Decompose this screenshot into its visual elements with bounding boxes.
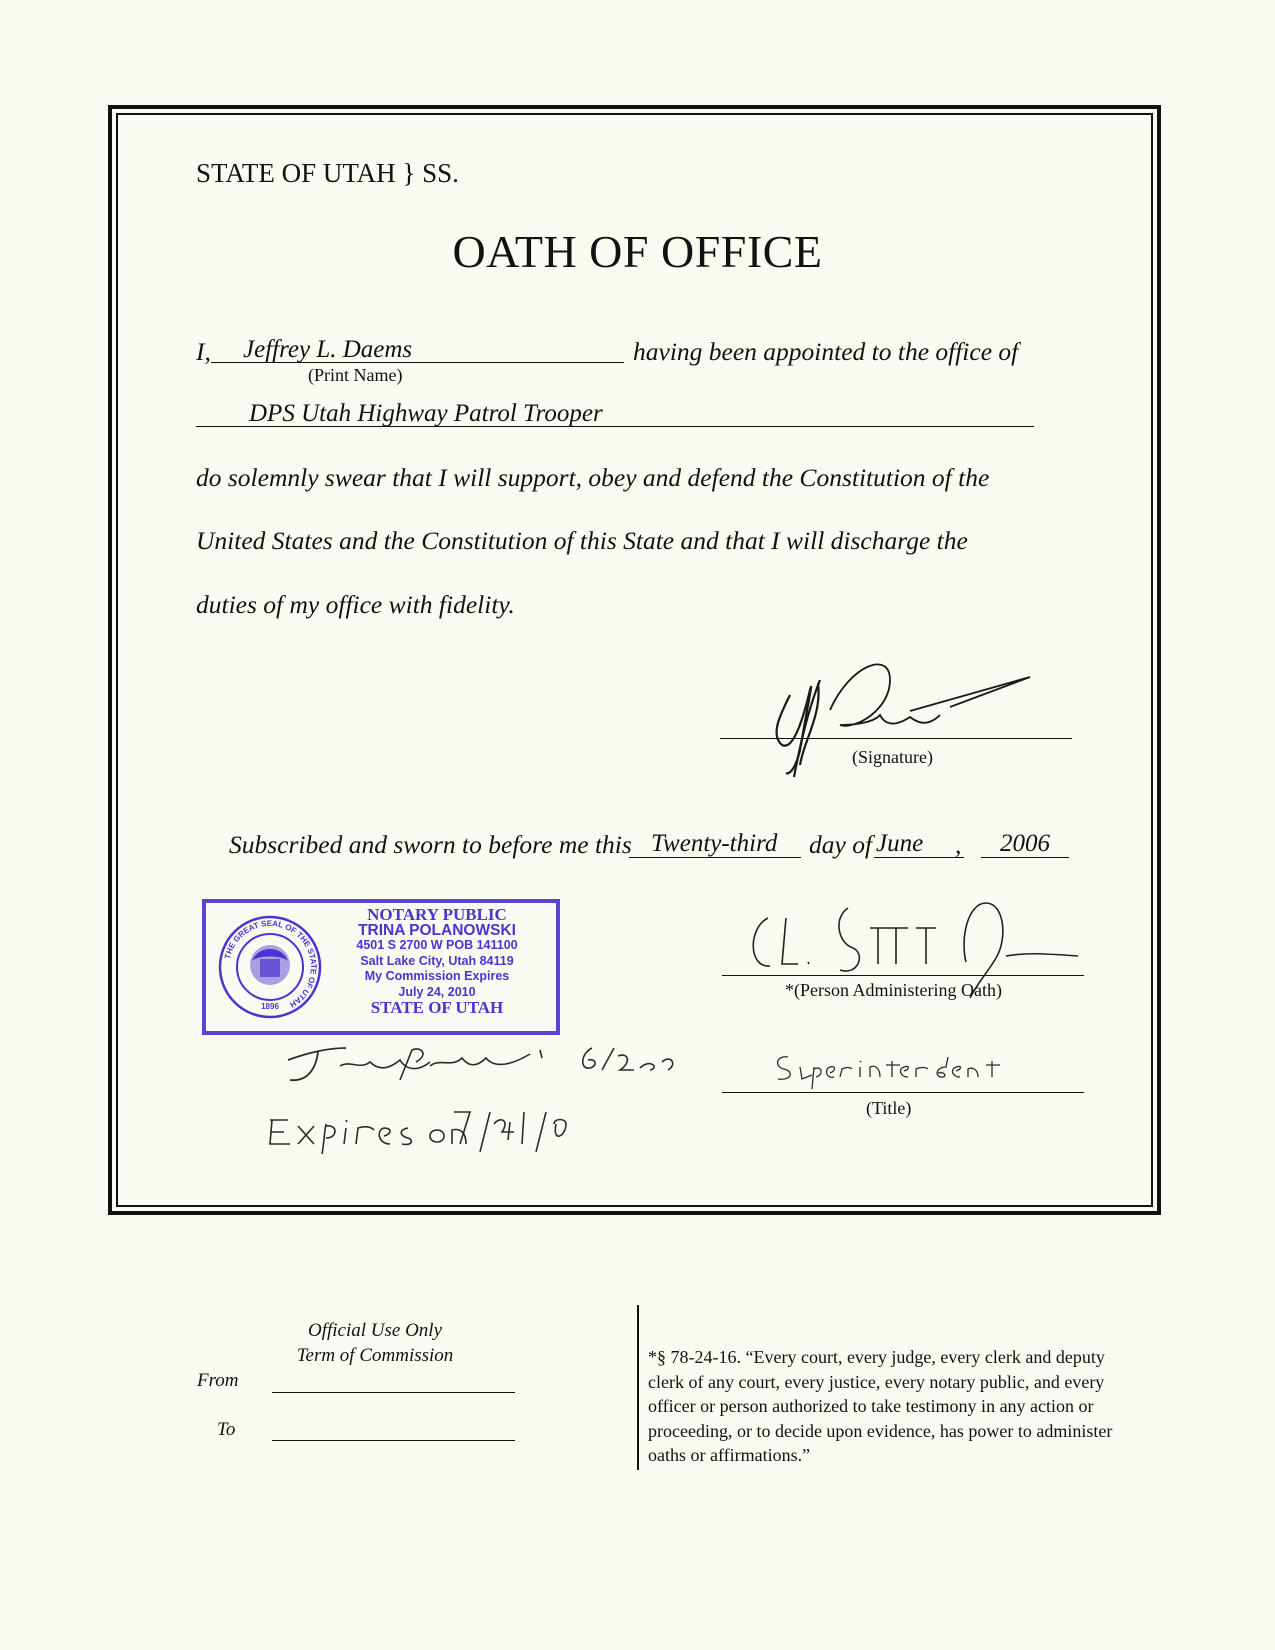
state-header: STATE OF UTAH } SS. [196,158,459,188]
stamp-line-name: TRINA POLANOWSKI [358,921,516,939]
document-title: OATH OF OFFICE [452,226,823,277]
official-use-heading: Official Use Only [307,1320,443,1341]
sworn-day: Twenty-third [651,830,778,857]
appointee-prefix: I, [196,337,211,366]
stamp-line-expiry-date: July 24, 2010 [398,984,476,999]
to-label: To [217,1419,236,1440]
oath-line-1: do solemnly swear that I will support, obey and defend the Constitution of the [196,463,990,492]
sworn-comma: , [955,830,962,859]
administrator-line [722,975,1084,976]
stamp-line-expires: My Commission Expires [364,969,510,983]
from-label: From [197,1370,239,1391]
svg-text:1896: 1896 [261,1002,279,1011]
notary-stamp [202,899,560,1035]
stamp-line-title: NOTARY PUBLIC [367,905,507,924]
stamp-line-address: 4501 S 2700 W POB 141100 [356,938,518,952]
sworn-month: June [876,830,924,857]
state-seal-icon [218,915,322,1019]
svg-text:THE GREAT SEAL OF THE STATE OF: THE GREAT SEAL OF THE STATE OF UTAH [222,918,319,1010]
stamp-line-state: STATE OF UTAH [370,998,504,1017]
oath-line-2: United States and the Constitution of this State and that I will discharge the [196,526,968,555]
title-handwriting [770,1045,1030,1095]
office-title: DPS Utah Highway Patrol Trooper [249,400,603,427]
appointment-phrase: having been appointed to the office of [633,337,1019,366]
sworn-year: 2006 [1000,830,1050,857]
notary-handwritten-signature [280,1040,700,1160]
oath-line-3: duties of my office with fidelity. [196,590,515,619]
title-caption: (Title) [866,1098,912,1118]
to-line [272,1440,515,1441]
sworn-day-of: day of [809,830,873,859]
term-of-commission-heading: Term of Commission [296,1345,454,1366]
print-name-caption: (Print Name) [308,365,403,385]
signature-caption: (Signature) [852,747,933,767]
appointee-name: Jeffrey L. Daems [243,336,413,363]
title-line [722,1092,1084,1093]
sworn-lead: Subscribed and sworn to before me this [229,830,632,859]
from-line [272,1392,515,1393]
administrator-caption: *(Person Administering Oath) [785,980,1002,1000]
statute-note: *§ 78-24-16. “Every court, every judge, every clerk and deputy clerk of any court, every justice, every notary public, and every officer or person authorized to take testimony in any action or proceeding, or to decide upon evidence, has power to administer oaths or affirmations.” [648,1347,1113,1465]
footer-divider [637,1305,639,1470]
stamp-line-city: Salt Lake City, Utah 84119 [360,953,514,968]
